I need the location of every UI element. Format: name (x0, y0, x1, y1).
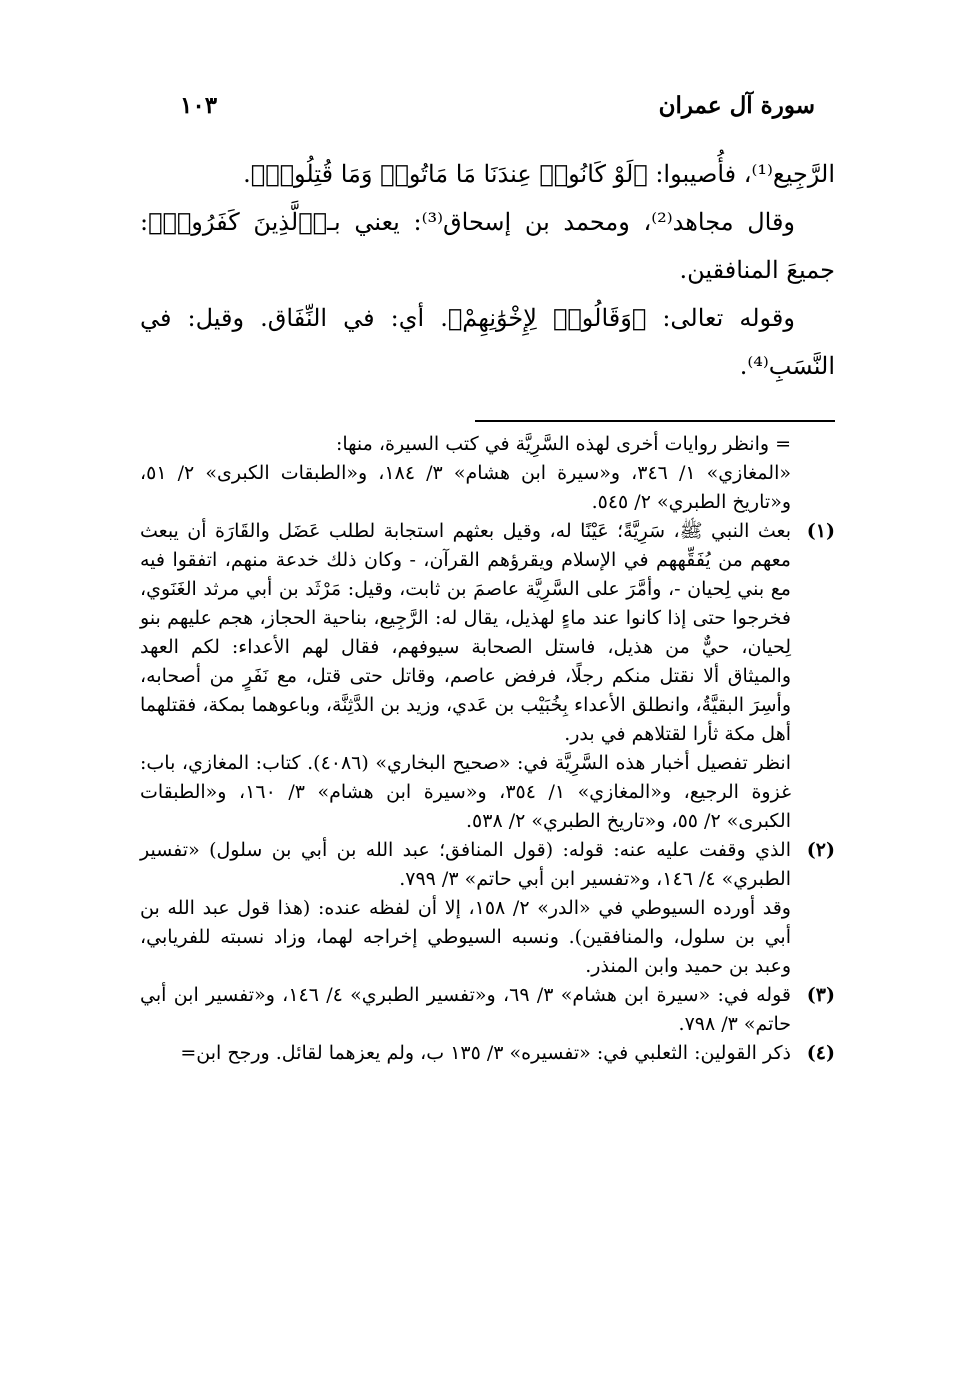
footnote-number: (١) (806, 520, 835, 542)
main-line-3: وقوله تعالى: ﴿وَقَالُوا۟ لِإِخْوَٰنِهِمْ﴾. أي: في النِّفَاق. وقيل: في النَّسَبِ⁽⁴⁾. (140, 304, 835, 380)
main-line-2: وقال مجاهد⁽²⁾، ومحمد بن إسحاق⁽³⁾: يعني بـ﴿ٱلَّذِينَ كَفَرُوا۟﴾: جميعَ المنافقين. (140, 208, 835, 284)
footnote-divider (475, 420, 835, 422)
footnote-paragraph: بعث النبي ﷺ، سَرِيَّةً؛ عَيْنًا له، وقيل بعثهم استجابة لطلب عَضَل والقَارَة أن يبعث معهم من يُفَقِّههم في الإسلام ويقرؤهم القرآن، - وكان ذلك خدعة منهم، اتفقوا فيه مع بني لِحيان -، وأمَّرَ على السَّرِيَّة عاصمَ بن ثابت، وقيل: مَرْثَد بن أبي مرثد الغَنَوي، فخرجوا حتى إذا كانوا عند ماءٍ لهذيل، يقال له: الرَّجِيع، بناحية الحجاز، هجم عليهم بنو لِحيان، حيٌّ من هذيل، فاستل الصحابة سيوفهم، فقال لهم الأعداء: لكم العهد والميثاق ألا نقتل منكم رجلًا، فرفض عاصم، وقاتل حتى قتل، مع نَفَرٍ من أصحابه، وأسِرَ البقيَّةُ، وانطلق الأعداء بِخُبَيْب بن عَدي، وزيد بن الدَّثِنَّة، وباعوهما بمكة، فقتلهما أهل مكة ثأرا لقتلاهم في بدر. (140, 520, 791, 745)
footnote-4 (140, 1039, 835, 1068)
footnote-1 (140, 517, 835, 836)
running-header-title: سورة آل عمران (658, 92, 815, 119)
footnote-3 (140, 981, 835, 1039)
footnote-number: (٤) (806, 1042, 835, 1064)
footnote-paragraph: الذي وقفت عليه عنه: قوله: (قول المنافق؛ عبد الله بن أبي بن سلول) «تفسير الطبري» ٤/ ١٤٦، و«تفسير ابن أبي حاتم» ٣/ ٧٩٩. (140, 839, 791, 890)
footnote-paragraph: قوله في: «سيرة ابن هشام» ٣/ ٦٩، و«تفسير الطبري» ٤/ ١٤٦، و«تفسير ابن أبي حاتم» ٣/ ٧٩٨. (140, 984, 791, 1035)
footnote-paragraph: ذكر القولين: الثعلبي في: «تفسيره» ٣/ ١٣٥ ب، ولم يعزهما لقائل. ورجح ابن= (180, 1042, 791, 1064)
footnote-2 (140, 836, 835, 981)
footnotes (140, 430, 835, 1068)
footnote-continuation-2: «المغازي» ١/ ٣٤٦، و«سيرة ابن هشام» ٣/ ١٨٤، و«الطبقات الكبرى» ٢/ ٥١، و«تاريخ الطبري» ٢/ ٥٤٥. (140, 462, 791, 513)
footnote-number: (٢) (806, 839, 835, 861)
main-line-1: الرَّجِيع⁽¹⁾، فأُصيبوا: ﴿لَوْ كَانُوا۟ عِندَنَا مَا مَاتُوا۟ وَمَا قُتِلُوا۟﴾. (243, 160, 835, 188)
footnote-paragraph: انظر تفصيل أخبار هذه السَّرِيَّة في: «صحيح البخاري» (٤٠٨٦). كتاب: المغازي، باب: غزوة الرجيع، و«المغازي» ١/ ٣٥٤، و«سيرة ابن هشام» ٣/ ١٦٠، و«الطبقات الكبرى» ٢/ ٥٥، و«تاريخ الطبري» ٢/ ٥٣٨. (140, 752, 792, 832)
footnote-continuation-1: = وانظر روايات أخرى لهذه السَّرِيَّة في كتب السيرة، منها: (335, 433, 791, 455)
footnote-paragraph: وقد أورده السيوطي في «الدر» ٢/ ١٥٨، إلا أن لفظه عنده: (هذا قول عبد الله بن أبي بن سلول، والمنافقين). ونسبه السيوطي إخراجه لهما، وزاد نسبته للفريابي، وعبد بن حميد وابن المنذر. (140, 897, 791, 977)
page-number: ١٠٣ (180, 92, 218, 119)
main-text (140, 150, 835, 390)
footnote-number: (٣) (806, 984, 835, 1006)
